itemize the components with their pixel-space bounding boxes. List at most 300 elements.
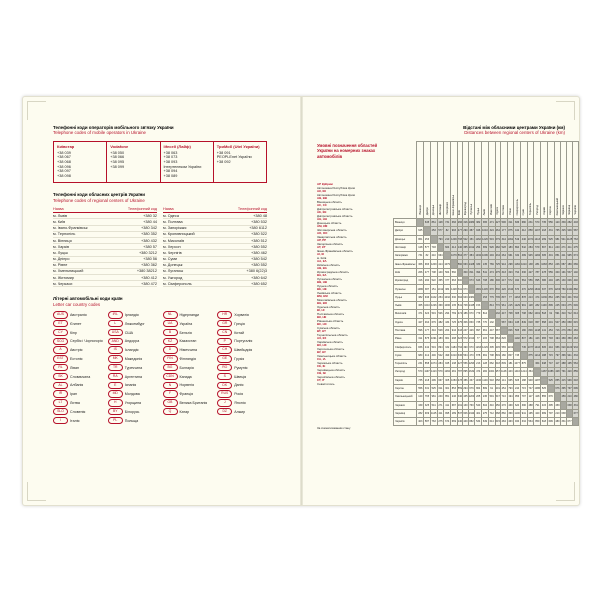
legend-region: Чернівецька область [317, 367, 346, 372]
legend-item [317, 372, 389, 379]
matrix-cell: 434 [495, 252, 500, 260]
matrix-cell: 564 [457, 252, 462, 260]
matrix-cell: 151 [468, 235, 475, 243]
matrix-cell: 1214 [534, 351, 541, 359]
matrix-cell: 853 [547, 260, 554, 268]
car-country-name: Сербія і Чорногорія [70, 339, 103, 344]
phone-code: +380 362 [109, 262, 157, 268]
legend-code: СА, ІА [317, 357, 326, 361]
matrix-cell: 809 [500, 360, 507, 368]
mobile-operators-table [53, 141, 267, 184]
matrix-cell: 1263 [514, 293, 521, 301]
city-name: м. Сімферополь [163, 281, 217, 287]
matrix-row-header: Хмельницький [394, 393, 417, 401]
matrix-cell: 290 [424, 277, 431, 285]
car-code-item [53, 311, 103, 318]
car-country-name: Португалія [234, 339, 253, 344]
matrix-cell: 894 [514, 243, 521, 251]
matrix-col-header: Чернігів [573, 142, 579, 219]
legend-item [317, 204, 389, 211]
matrix-cell: 264 [500, 252, 507, 260]
car-country-name: Катар [179, 409, 190, 414]
mobile-operator-code: +38 093 [163, 160, 178, 164]
car-code-badge: CH [217, 346, 232, 353]
car-country-name: Австралія [70, 312, 87, 317]
legend-code: ВС, НС [317, 322, 327, 326]
phone-code: +380 6(22)3 [217, 268, 267, 274]
matrix-cell: 605 [514, 376, 521, 384]
matrix-cell: 1381 [468, 293, 475, 301]
matrix-cell: 541 [482, 268, 489, 276]
matrix-cell: 366 [417, 260, 424, 268]
matrix-cell: 369 [437, 301, 444, 309]
matrix-cell: 194 [507, 393, 514, 401]
matrix-cell: 1032 [475, 252, 482, 260]
matrix-cell: 708 [488, 335, 495, 343]
legend-region: Донецька область [317, 220, 342, 225]
matrix-cell: 679 [430, 318, 437, 326]
legend-code: ВХ, НХ [317, 343, 327, 347]
matrix-cell: 246 [554, 260, 561, 268]
matrix-cell: 645 [417, 227, 424, 235]
car-country-name: Іран [70, 392, 77, 397]
matrix-cell: 334 [520, 418, 527, 426]
legend-code: АІ, КІ [317, 252, 325, 256]
matrix-corner [394, 142, 417, 219]
matrix-cell: 878 [475, 351, 482, 359]
legend-code: ВЕ, НЕ [317, 287, 327, 291]
matrix-cell: 490 [463, 343, 468, 351]
matrix-cell: 140 [457, 243, 462, 251]
matrix-cell: 325 [561, 227, 566, 235]
car-country-name: Молдова [124, 392, 140, 397]
matrix-cell: 735 [475, 318, 482, 326]
mobile-operator-code: +38 089 [163, 173, 178, 178]
matrix-cell: 231 [417, 360, 424, 368]
matrix-cell: 587 [500, 318, 507, 326]
car-country-name: Болгарія [179, 365, 194, 370]
car-codes-title-en: Letter car country codes [53, 301, 101, 307]
car-code-badge: HR [217, 311, 232, 318]
matrix-cell: 763 [573, 235, 579, 243]
matrix-cell: 961 [507, 252, 514, 260]
city-name: м. Харків [53, 244, 109, 250]
car-code-badge: B [163, 329, 178, 336]
matrix-cell: 128 [437, 219, 444, 227]
car-code-item [217, 364, 267, 371]
car-code-badge: I [53, 417, 68, 424]
matrix-cell: 526 [437, 310, 444, 318]
car-code-badge: CDN [163, 373, 178, 380]
mobile-codes-title-en: Telephone codes of mobile operators in Ukraine [53, 130, 146, 136]
table-row [394, 219, 579, 227]
matrix-cell: 760 [561, 285, 566, 293]
matrix-cell: 547 [554, 318, 561, 326]
matrix-cell: 454 [500, 384, 507, 392]
matrix-cell: 676 [547, 285, 554, 293]
legend-item [317, 337, 389, 344]
matrix-cell: 459 [554, 401, 561, 409]
matrix-row-header: Київ [394, 268, 417, 276]
matrix-cell: 1125 [566, 235, 573, 243]
matrix-cell: 745 [520, 343, 527, 351]
matrix-cell: 210 [554, 409, 561, 417]
matrix-cell: 447 [488, 326, 495, 334]
car-country-name: Австрія [70, 348, 83, 353]
matrix-cell: 382 [417, 293, 424, 301]
matrix-cell: 369 [507, 409, 514, 417]
matrix-cell: 1012 [437, 285, 444, 293]
matrix-cell: 294 [547, 277, 554, 285]
matrix-cell: 674 [573, 252, 579, 260]
matrix-cell: 488 [561, 360, 566, 368]
car-country-name: Японія [234, 400, 246, 405]
car-code-badge: N [163, 382, 178, 389]
matrix-row-header: Чернівці [394, 409, 417, 417]
matrix-cell: 414 [437, 260, 444, 268]
matrix-cell: 638 [561, 409, 566, 417]
matrix-cell: 1096 [482, 252, 489, 260]
matrix-cell: 82 [424, 252, 431, 260]
matrix-cell: 991 [520, 301, 527, 309]
mobile-operator-code: +38 094 [163, 169, 178, 174]
matrix-cell: 944 [451, 326, 458, 334]
matrix-cell: 195 [566, 360, 573, 368]
matrix-cell: 117 [554, 360, 561, 368]
car-code-badge: USA [108, 329, 123, 336]
matrix-cell: 331 [561, 418, 566, 426]
matrix-col-header: Дніпро [424, 142, 431, 219]
matrix-cell: 541 [457, 301, 462, 309]
matrix-cell: 572 [507, 277, 514, 285]
matrix-cell: 1086 [547, 368, 554, 376]
matrix-col-header: Донецьк [430, 142, 437, 219]
car-code-item [108, 364, 158, 371]
car-code-item [53, 408, 103, 415]
matrix-cell: 445 [495, 343, 500, 351]
matrix-cell: 264 [444, 326, 451, 334]
matrix-cell: 1226 [430, 301, 437, 309]
legend-item [317, 365, 389, 372]
matrix-cell: 787 [534, 268, 541, 276]
mobile-operator-code: +38 068 [57, 160, 71, 164]
matrix-cell: 366 [451, 219, 458, 227]
matrix-cell: 961 [482, 326, 489, 334]
matrix-cell: 946 [475, 227, 482, 235]
matrix-cell: 779 [488, 293, 495, 301]
matrix-cell: 1077 [527, 343, 534, 351]
matrix-cell: 128 [527, 301, 534, 309]
matrix-cell: 1229 [514, 301, 521, 309]
matrix-cell: 1310 [468, 335, 475, 343]
matrix-cell: 807 [507, 351, 514, 359]
matrix-cell: 664 [507, 318, 514, 326]
table-row [394, 310, 579, 318]
distances-title-uk: Відстані між обласними центрами України (км) [463, 125, 565, 130]
mobile-operator-code: +38 067 [57, 155, 71, 160]
matrix-cell: 559 [457, 384, 462, 392]
matrix-cell: 446 [430, 351, 437, 359]
matrix-cell: 218 [424, 376, 431, 384]
matrix-cell: 271 [437, 401, 444, 409]
car-country-name: Фінляндія [179, 356, 196, 361]
car-code-item [217, 382, 267, 389]
matrix-cell: 909 [424, 409, 431, 417]
matrix-cell: 579 [534, 243, 541, 251]
matrix-cell: 427 [457, 360, 462, 368]
car-code-badge: MD [108, 390, 123, 397]
matrix-cell: 1100 [566, 343, 573, 351]
matrix-cell: 189 [451, 409, 458, 417]
notebook-spread [22, 96, 580, 506]
matrix-cell: 276 [500, 401, 507, 409]
matrix-cell: 1632 [468, 368, 475, 376]
matrix-cell: 384 [444, 285, 451, 293]
matrix-cell: 177 [500, 227, 507, 235]
matrix-cell: 676 [554, 384, 561, 392]
left-page [23, 97, 300, 505]
col-header-code: Телефонний код [217, 207, 267, 213]
matrix-cell: 450 [495, 401, 500, 409]
legend-item [317, 232, 389, 239]
matrix-cell: 301 [547, 252, 554, 260]
car-code-item [163, 311, 213, 318]
matrix-cell: 246 [451, 393, 458, 401]
matrix-cell: 282 [534, 301, 541, 309]
matrix-cell: 537 [566, 268, 573, 276]
matrix-col-header: Суми [520, 142, 527, 219]
matrix-cell: 275 [566, 301, 573, 309]
mobile-operator-code: +38 092 [216, 160, 231, 164]
car-country-name: Швейцарія [234, 348, 253, 353]
legend-region: Автономна Республіка Крим [317, 192, 355, 197]
car-code-badge: GB [163, 399, 178, 406]
car-country-name: Естонія [70, 356, 83, 361]
matrix-cell: 427 [495, 219, 500, 227]
mobile-operator-code: +38 096 [57, 164, 71, 169]
regional-codes-tables [53, 207, 267, 287]
matrix-cell: 618 [527, 318, 534, 326]
phone-code: +380 3212 [109, 250, 157, 256]
matrix-cell [468, 285, 475, 293]
matrix-cell: 993 [424, 260, 431, 268]
matrix-cell: 191 [457, 401, 462, 409]
matrix-cell: 387 [424, 285, 431, 293]
legend-region: Житомирська область [317, 227, 347, 232]
car-code-item [163, 399, 213, 406]
matrix-cell: 1416 [534, 343, 541, 351]
matrix-cell: 811 [457, 285, 462, 293]
matrix-cell: 708 [430, 268, 437, 276]
car-country-name: Туреччина [124, 365, 143, 370]
matrix-cell: 864 [547, 293, 554, 301]
legend-list [317, 183, 389, 386]
matrix-cell: 961 [444, 335, 451, 343]
matrix-cell: 525 [541, 384, 548, 392]
legend-code: ВТ, НТ [317, 329, 326, 333]
matrix-cell: 826 [500, 335, 507, 343]
matrix-cell: 556 [527, 277, 534, 285]
matrix-cell: 427 [417, 318, 424, 326]
matrix-cell: 188 [541, 351, 548, 359]
city-name: м. Тернопіль [53, 231, 109, 237]
matrix-cell: 605 [541, 343, 548, 351]
matrix-cell: 394 [475, 268, 482, 276]
matrix-cell: 469 [507, 401, 514, 409]
matrix-cell: 395 [561, 384, 566, 392]
matrix-cell: 564 [573, 360, 579, 368]
matrix-cell: 443 [534, 335, 541, 343]
matrix-cell: 428 [534, 393, 541, 401]
matrix-cell: 369 [482, 243, 489, 251]
matrix-cell [475, 293, 482, 301]
matrix-row-header: Тернопіль [394, 360, 417, 368]
matrix-cell: 712 [566, 310, 573, 318]
matrix-cell: 596 [417, 326, 424, 334]
matrix-cell: 735 [417, 376, 424, 384]
table-row [394, 409, 579, 417]
matrix-cell: 715 [520, 384, 527, 392]
car-code-item [163, 346, 213, 353]
table-row [394, 335, 579, 343]
matrix-cell: 1344 [566, 285, 573, 293]
matrix-cell: 140 [573, 268, 579, 276]
matrix-cell: 1080 [417, 285, 424, 293]
table-row [394, 293, 579, 301]
matrix-cell: 254 [437, 293, 444, 301]
car-country-name: Канада [179, 374, 192, 379]
mobile-operator-name: Vodafone [110, 143, 129, 149]
matrix-cell: 662 [488, 360, 495, 368]
matrix-cell: 298 [507, 260, 514, 268]
legend-item [317, 358, 389, 365]
phone-code: +380 352 [109, 231, 157, 237]
matrix-cell: 875 [507, 227, 514, 235]
matrix-row-header: Львів [394, 301, 417, 309]
car-code-badge: MK [108, 355, 123, 362]
matrix-cell: 664 [437, 252, 444, 260]
matrix-row-header: Житомир [394, 243, 417, 251]
legend-title: Умовні позначення областей України на номерних знаках автомобілів [317, 143, 378, 159]
matrix-row-header: Луганськ [394, 285, 417, 293]
car-code-item [108, 382, 158, 389]
legend-item [317, 246, 389, 253]
matrix-cell: 731 [444, 219, 451, 227]
legend-item [317, 379, 389, 386]
matrix-cell: 266 [457, 219, 462, 227]
matrix-cell: 1209 [451, 235, 458, 243]
matrix-cell: 1197 [534, 227, 541, 235]
matrix-cell: 1416 [514, 368, 521, 376]
car-country-name: Алжир [234, 409, 246, 414]
matrix-cell: 587 [573, 227, 579, 235]
matrix-cell: 649 [573, 301, 579, 309]
car-code-item [53, 355, 103, 362]
matrix-cell [430, 235, 437, 243]
matrix-cell: 271 [561, 243, 566, 251]
matrix-cell: 1632 [534, 285, 541, 293]
matrix-cell: 677 [566, 418, 573, 426]
city-name: м. Ужгород [163, 275, 217, 281]
matrix-cell: 1293 [527, 285, 534, 293]
matrix-cell: 478 [457, 376, 462, 384]
matrix-cell: 471 [417, 310, 424, 318]
car-country-name: Казахстан [179, 339, 197, 344]
legend-item [317, 344, 389, 351]
car-code-badge: A [53, 346, 68, 353]
car-code-item [217, 408, 267, 415]
legend-code: ВА, КА [317, 273, 327, 277]
matrix-cell: 981 [430, 393, 437, 401]
matrix-cell: 577 [424, 243, 431, 251]
matrix-cell: 673 [468, 277, 475, 285]
matrix-cell: 369 [566, 335, 573, 343]
matrix-cell: 1036 [541, 293, 548, 301]
legend-code: АЕ, ЕЕ [317, 210, 327, 214]
matrix-cell: 470 [468, 351, 475, 359]
matrix-cell: 340 [457, 393, 462, 401]
matrix-row-header: Луцьк [394, 293, 417, 301]
matrix-cell: 247 [463, 326, 468, 334]
matrix-cell: 426 [500, 285, 507, 293]
car-code-badge: KZ [163, 338, 178, 345]
legend-code: АХ, КХ [317, 336, 327, 340]
matrix-cell: 275 [573, 243, 579, 251]
matrix-cell: 301 [444, 384, 451, 392]
matrix-cell: 528 [500, 243, 507, 251]
car-country-name: Хорватія [234, 312, 249, 317]
matrix-cell: 298 [451, 335, 458, 343]
matrix-cell: 547 [495, 393, 500, 401]
matrix-cell: 1310 [507, 285, 514, 293]
matrix-cell: 941 [566, 351, 573, 359]
matrix-cell: 1344 [468, 409, 475, 417]
phone-code: +380 432 [109, 237, 157, 243]
matrix-cell: 299 [430, 376, 437, 384]
matrix-cell: 411 [437, 409, 444, 417]
phone-code: +380 342 [109, 225, 157, 231]
car-code-badge: AUS [53, 311, 68, 318]
matrix-cell: 560 [457, 260, 462, 268]
matrix-cell: 797 [554, 351, 561, 359]
matrix-cell: 1284 [534, 252, 541, 260]
matrix-cell: 117 [527, 393, 534, 401]
legend-region: Чернігівська область [317, 374, 345, 379]
matrix-cell: 687 [451, 401, 458, 409]
matrix-cell: 253 [424, 235, 431, 243]
car-code-item [53, 373, 103, 380]
car-code-item [53, 417, 103, 424]
matrix-cell: 793 [437, 235, 444, 243]
mobile-operator-cell [213, 141, 266, 183]
city-name: м. Кропивницький [163, 231, 217, 237]
matrix-cell: 1200 [468, 393, 475, 401]
regional-codes-title-en: Telephone codes of regional centers of Ukraine [53, 197, 145, 203]
matrix-cell: 814 [488, 301, 495, 309]
matrix-cell: 882 [573, 285, 579, 293]
matrix-row-header: Дніпро [394, 227, 417, 235]
table-row [163, 281, 267, 287]
matrix-cell: 364 [527, 368, 534, 376]
matrix-cell: 343 [457, 326, 462, 334]
mobile-operator-cell [107, 141, 160, 183]
mobile-operator-code: +38 073 [163, 155, 178, 160]
matrix-cell: 445 [514, 318, 521, 326]
car-code-badge: P [217, 338, 232, 345]
matrix-cell: 1001 [534, 310, 541, 318]
matrix-cell: 488 [527, 401, 534, 409]
matrix-cell: 284 [437, 360, 444, 368]
